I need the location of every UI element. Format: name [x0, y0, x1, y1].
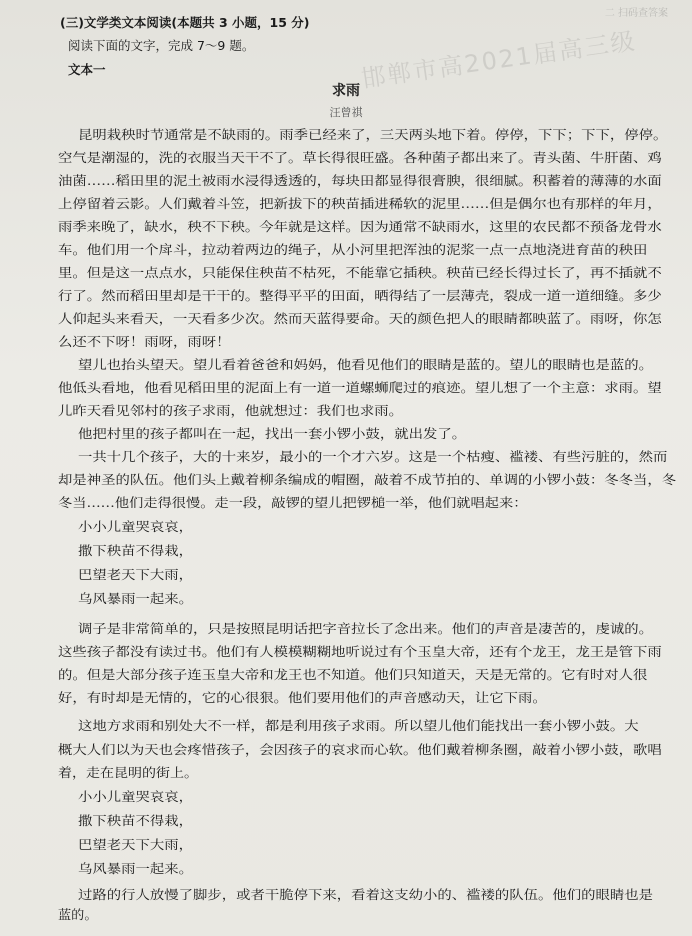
- bleed-through-corner: 二 扫码查答案: [604, 8, 668, 19]
- body-line: 么还不下呀！雨呀，雨呀！: [58, 334, 231, 349]
- body-line: 雨季来晚了，缺水，秧不下秧。今年就是这样。因为通常不缺雨水，这里的农民都不预备龙骨水: [58, 219, 662, 234]
- instruction-text: 阅读下面的文字，完成 7～9 题。: [68, 38, 255, 53]
- body-line: 巴望老天下大雨，: [78, 837, 194, 852]
- body-line: 撒下秧苗不得栽，: [78, 543, 194, 558]
- body-line: 概大人们以为天也会疼惜孩子，会因孩子的哀求而心软。他们戴着柳条圈，敲着小锣小鼓，歌唱: [58, 742, 662, 757]
- body-line: 冬当……他们走得很慢。走一段，敲锣的望儿把锣槌一举，他们就唱起来：: [58, 495, 528, 510]
- body-line: 的。但是大部分孩子连玉皇大帝和龙王也不知道。他们只知道天，天是无常的。它有时对人很: [58, 667, 648, 682]
- body-line: 小小儿童哭哀哀，: [78, 519, 194, 534]
- body-line: 一共十几个孩子，大的十来岁，最小的一个才六岁。这是一个枯瘦、褴褛、有些污脏的，然而: [78, 449, 668, 464]
- body-line: 却是神圣的队伍。他们头上戴着柳条编成的帽圈，敲着不成节拍的、单调的小锣小鼓：冬冬当，冬: [58, 472, 677, 487]
- body-line: 儿昨天看见邻村的孩子求雨，他就想过：我们也求雨。: [58, 403, 404, 418]
- body-line: 昆明栽秧时节通常是不缺雨的。雨季已经来了，三天两头地下着。停停，下下；下下，停停。: [78, 127, 668, 142]
- body-line: 过路的行人放慢了脚步，或者干脆停下来，看着这支幼小的、褴褛的队伍。他们的眼睛也是: [78, 887, 654, 902]
- body-line: 这地方求雨和别处大不一样，都是利用孩子求雨。所以望儿他们能找出一套小锣小鼓。大: [78, 718, 639, 733]
- body-line: 上停留着云影。人们戴着斗笠，把新拔下的秧苗插进稀软的泥里……但是偶尔也有那样的年月，: [58, 196, 662, 211]
- body-line: 人仰起头来看天，一天看多少次。然而天蓝得要命。天的颜色把人的眼睛都映蓝了。雨呀，你怎: [58, 311, 662, 326]
- body-line: 里。但是这一点点水，只能保住秧苗不枯死，不能靠它插秧。秧苗已经长得过长了，再不插就不: [58, 265, 662, 280]
- body-line: 小小儿童哭哀哀，: [78, 789, 194, 804]
- body-line: 乌风暴雨一起来。: [78, 591, 194, 606]
- body-line: 车。他们用一个戽斗，拉动着两边的绳子，从小河里把浑浊的泥浆一点一点地浇进育苗的秧田: [58, 242, 648, 257]
- body-line: 这些孩子都没有读过书。他们有人模模糊糊地听说过有个玉皇大帝，还有个龙王，龙王是管下雨: [58, 644, 662, 659]
- body-line: 行了。然而稻田里却是干干的。整得平平的田面，晒得结了一层薄壳，裂成一道一道细缝。多少: [58, 288, 662, 303]
- body-line: 他低头看地，他看见稻田里的泥面上有一道一道螺蛳爬过的痕迹。望儿想了一个主意：求雨。望: [58, 380, 662, 395]
- body-line: 撒下秧苗不得栽，: [78, 813, 194, 828]
- text-label: 文本一: [68, 62, 106, 77]
- article-author: 汪曾祺: [329, 106, 363, 119]
- body-line: 他把村里的孩子都叫在一起，找出一套小锣小鼓，就出发了。: [78, 426, 467, 441]
- body-line: 油菌……稻田里的泥土被雨水浸得透透的，每块田都显得很膏腴，很细腻。积蓄着的薄薄的水面: [58, 173, 662, 188]
- section-heading: (三)文学类文本阅读(本题共 3 小题，15 分): [60, 15, 310, 30]
- body-line: 巴望老天下大雨，: [78, 567, 194, 582]
- article-title: 求雨: [332, 83, 360, 99]
- body-line: 蓝的。: [58, 907, 98, 922]
- body-line: 乌风暴雨一起来。: [78, 861, 194, 876]
- body-line: 调子是非常简单的，只是按照昆明话把字音拉长了念出来。他们的声音是凄苦的，虔诚的。: [78, 621, 654, 636]
- body-line: 空气是潮湿的，洗的衣服当天干不了。草长得很旺盛。各种菌子都出来了。青头菌、牛肝菌、鸡: [58, 150, 662, 165]
- bleed-through-text: 邯郸市高2021届高三级: [359, 26, 639, 94]
- body-line: 着，走在昆明的街上。: [58, 765, 199, 780]
- body-line: 望儿也抬头望天。望儿看着爸爸和妈妈，他看见他们的眼睛是蓝的。望儿的眼睛也是蓝的。: [78, 357, 654, 372]
- body-line: 好，有时却是无情的，它的心很狠。他们要用他们的声音感动天，让它下雨。: [58, 690, 547, 705]
